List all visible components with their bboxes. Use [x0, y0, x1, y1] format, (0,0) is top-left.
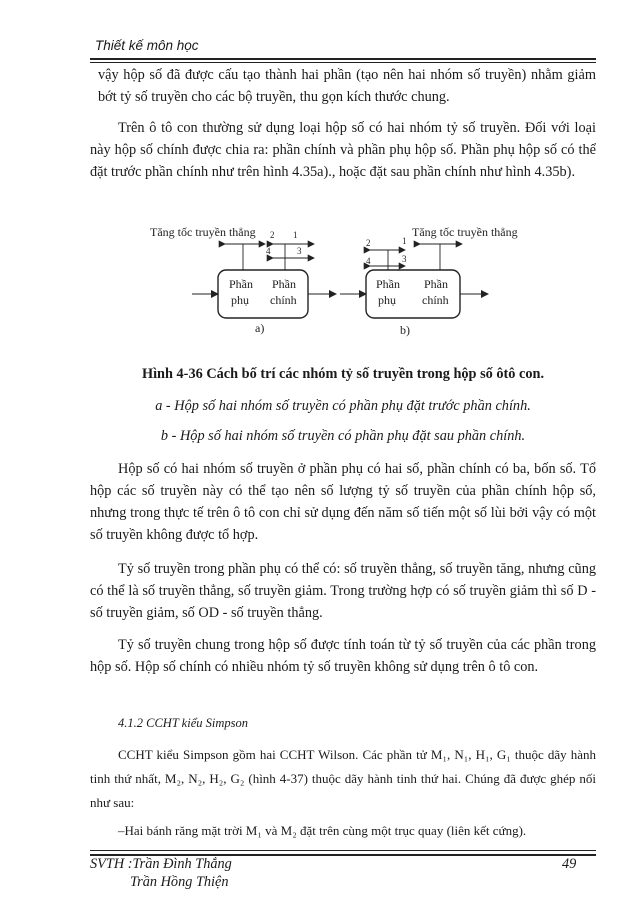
footer-name-2: Trần Hồng Thiện — [130, 874, 229, 890]
figure-caption-a: a - Hộp số hai nhóm số truyền có phần phụ đặt trước phần chính. — [155, 398, 531, 414]
figure-label-b: Tăng tốc truyền thẳng — [412, 225, 518, 239]
figure-number-3a: 3 — [297, 246, 302, 256]
figure-number-3b: 3 — [402, 254, 407, 264]
figure-label-a: Tăng tốc truyền thẳng — [150, 225, 256, 239]
header-title: Thiết kế môn học — [95, 38, 199, 53]
paragraph-5: Tỷ số truyền chung trong hộp số được tính toán từ tỷ số truyền của các phần trong hộp số. Hộp số chính có nhiều nhóm tỷ số truyền không sử dụng trên ô tô con. — [90, 637, 596, 675]
header-rule-thin — [90, 62, 596, 63]
figure-number-1a: 1 — [293, 230, 298, 240]
figure-number-1b: 1 — [402, 236, 407, 246]
footer-author-1 — [90, 856, 232, 873]
footer-rule-thin — [90, 850, 596, 851]
footer-prefix: SVTH : — [90, 856, 133, 872]
paragraph-6: CCHT kiểu Simpson gồm hai CCHT Wilson. Các phần tử M₁, N₁, H₁, G₁ thuộc dãy hành tinh thứ nhất, M₂, N₂, H₂, G₂ (hình 4-37) thuộc dãy hành tinh thứ hai. Chúng đã được ghép nối như sau: — [90, 747, 596, 810]
sub-label-b: b) — [400, 323, 410, 337]
box-b-main-line2: chính — [422, 293, 449, 307]
figure-caption-b: b - Hộp số hai nhóm số truyền có phần phụ đặt sau phần chính. — [160, 428, 526, 444]
figure-number-2a: 2 — [270, 230, 275, 240]
figure-number-4b: 4 — [366, 256, 371, 266]
box-a-main-line1: Phần — [272, 277, 296, 291]
paragraph-4: Tỷ số truyền trong phần phụ có thể có: số truyền thẳng, số truyền tăng, nhưng cũng có thể là số truyền thẳng, số truyền giảm. Trong trường hợp có số truyền giảm thì số D - số truyền giảm, số OD - số truyền thẳng. — [90, 561, 596, 621]
paragraph-1: vậy hộp số đã được cấu tạo thành hai phần (tạo nên hai nhóm số truyền) nhằm giảm bớt tỷ số truyền cho các bộ truyền, thu gọn kích thước chung. — [98, 67, 596, 105]
footer-name-1: Trần Đình Thắng — [132, 856, 232, 872]
header-rule — [90, 58, 596, 60]
box-a-secondary-line1: Phần — [229, 277, 253, 291]
figure-number-4a: 4 — [266, 246, 271, 256]
paragraph-3: Hộp số có hai nhóm số truyền ở phần phụ có hai số, phần chính có ba, bốn số. Tổ hộp các số truyền này có thể tạo nên số lượng tỷ số truyền của phần chính hộp số, nhưng trong thực tế trên ô tô con chỉ sử dụng đến năm số tiến một số lùi bởi vậy có một số truyền không được tổ hợp. — [90, 461, 596, 543]
sub-label-a: a) — [255, 321, 265, 335]
page-number: 49 — [562, 856, 577, 872]
box-a-main-line2: chính — [270, 293, 297, 307]
gearbox-layout-figure — [0, 220, 638, 340]
figure-caption-title: Hình 4-36 Cách bố trí các nhóm tỷ số truyền trong hộp số ôtô con. — [141, 366, 545, 382]
paragraph-2: Trên ô tô con thường sử dụng loại hộp số có hai nhóm tỷ số truyền. Đối với loại này hộp số chính được chia ra: phần chính và phần phụ hộp số. Phần phụ hộp số có thể đặt trước phần chính như trên hình 4.35a)., hoặc đặt sau phần chính như hình 4.35b). — [90, 120, 596, 180]
figure-number-2b: 2 — [366, 238, 371, 248]
box-b-secondary-line2: phụ — [378, 293, 396, 307]
box-b-secondary-line1: Phần — [376, 277, 400, 291]
box-b-main-line1: Phần — [424, 277, 448, 291]
section-heading: 4.1.2 CCHT kiểu Simpson — [118, 716, 248, 730]
paragraph-7: –Hai bánh răng mặt trời M₁ và M₂ đặt trên cùng một trục quay (liên kết cứng). — [118, 823, 527, 838]
box-a-secondary-line2: phụ — [231, 293, 249, 307]
